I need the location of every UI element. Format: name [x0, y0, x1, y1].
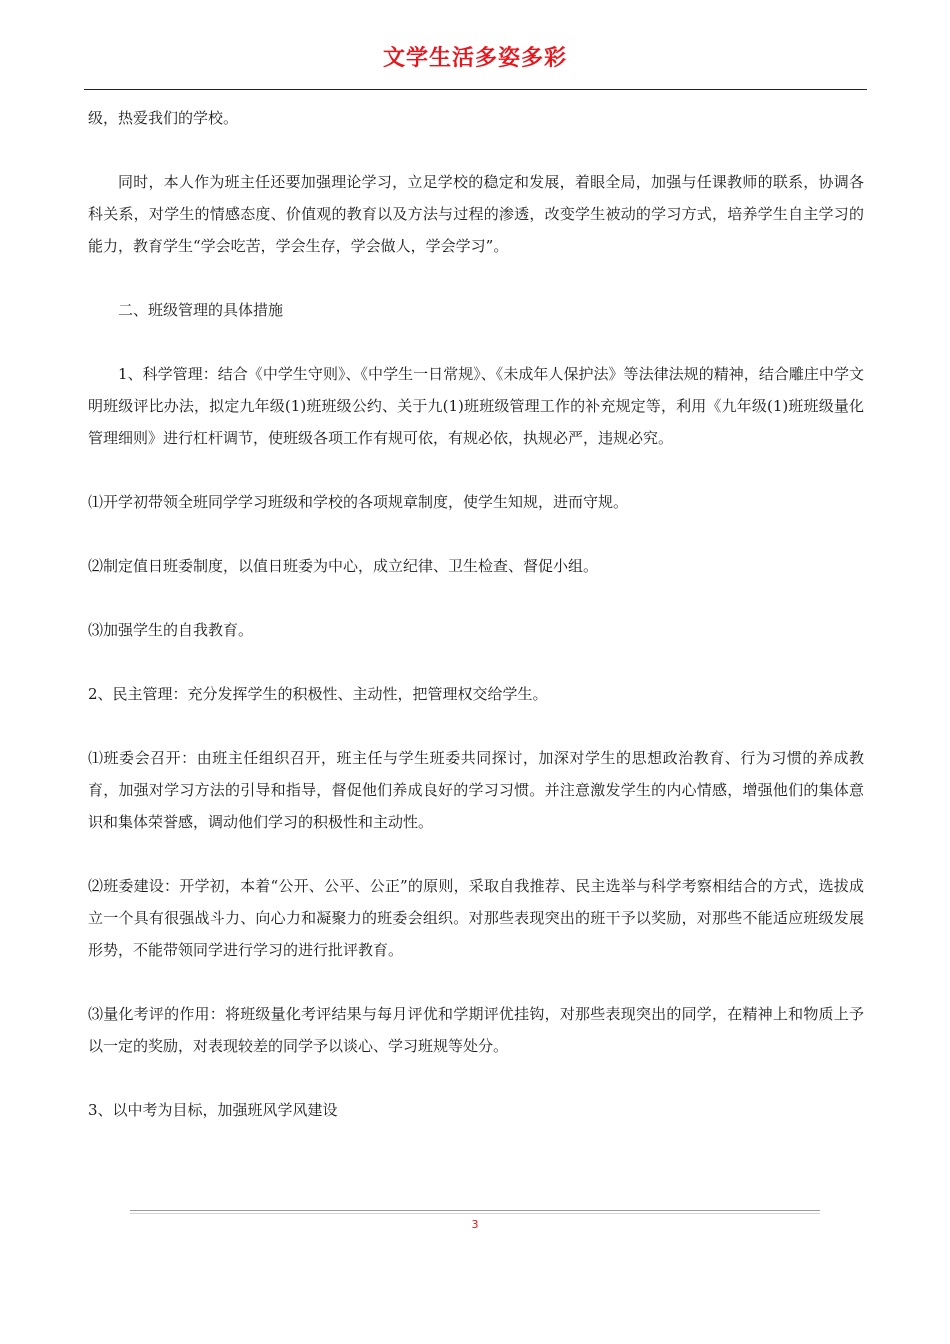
list-item-committee-building: ⑵班委建设：开学初，本着“公开、公平、公正”的原则，采取自我推荐、民主选举与科学考察相结合的方式，选拔成立一个具有很强战斗力、向心力和凝聚力的班委会组织。对那些表现突出的班干予以奖励，对那些不能适应班级发展形势，不能带领同学进行学习的进行批评教育。: [88, 877, 864, 959]
paragraph-scientific-management: 1、科学管理：结合《中学生守则》、《中学生一日常规》、《未成年人保护法》等法律法规的精神，结合雕庄中学文明班级评比办法，拟定九年级(1)班班级公约、关于九(1)班班级管理工作的补充规定等，利用《九年级(1)班班级量化管理细则》进行杠杆调节，使班级各项工作有规可依，有规必依，执规必严，违规必究。: [88, 365, 864, 447]
list-item-self-education: ⑶加强学生的自我教育。: [88, 621, 254, 639]
page-title: 文学生活多姿多彩: [382, 46, 567, 71]
header-divider: [84, 89, 867, 90]
paragraph-democratic-management: 2、民主管理：充分发挥学生的积极性、主动性，把管理权交给学生。: [88, 685, 548, 703]
list-item-rules-study: ⑴开学初带领全班同学学习班级和学校的各项规章制度，使学生知规，进而守规。: [88, 493, 629, 511]
list-item-class-meeting: ⑴班委会召开：由班主任组织召开，班主任与学生班委共同探讨，加深对学生的思想政治教育、行为习惯的养成教育，加强对学习方法的引导和指导，督促他们养成良好的学习习惯。并注意激发学生的内心情感，增强他们的集体意识和集体荣誉感，调动他们学习的积极性和主动性。: [88, 749, 864, 831]
paragraph-exam-goal: 3、以中考为目标，加强班风学风建设: [88, 1101, 338, 1119]
document-body: [88, 102, 864, 1158]
list-item-duty-system: ⑵制定值日班委制度，以值日班委为中心，成立纪律、卫生检查、督促小组。: [88, 557, 599, 575]
list-item-quantitative-evaluation: ⑶量化考评的作用：将班级量化考评结果与每月评优和学期评优挂钩，对那些表现突出的同学，在精神上和物质上予以一定的奖励，对表现较差的同学予以谈心、学习班规等处分。: [88, 1005, 864, 1055]
page-number: 3: [471, 1218, 479, 1231]
section-heading-measures: 二、班级管理的具体措施: [118, 301, 284, 319]
paragraph-continuation: 级，热爱我们的学校。: [88, 109, 239, 127]
footer-divider: [130, 1210, 820, 1211]
footer-divider-shadow: [130, 1213, 820, 1214]
paragraph-teacher-study: 同时，本人作为班主任还要加强理论学习，立足学校的稳定和发展，着眼全局，加强与任课教师的联系，协调各科关系，对学生的情感态度、价值观的教育以及方法与过程的渗透，改变学生被动的学习方式，培养学生自主学习的能力，教育学生“学会吃苦，学会生存，学会做人，学会学习”。: [88, 173, 864, 255]
